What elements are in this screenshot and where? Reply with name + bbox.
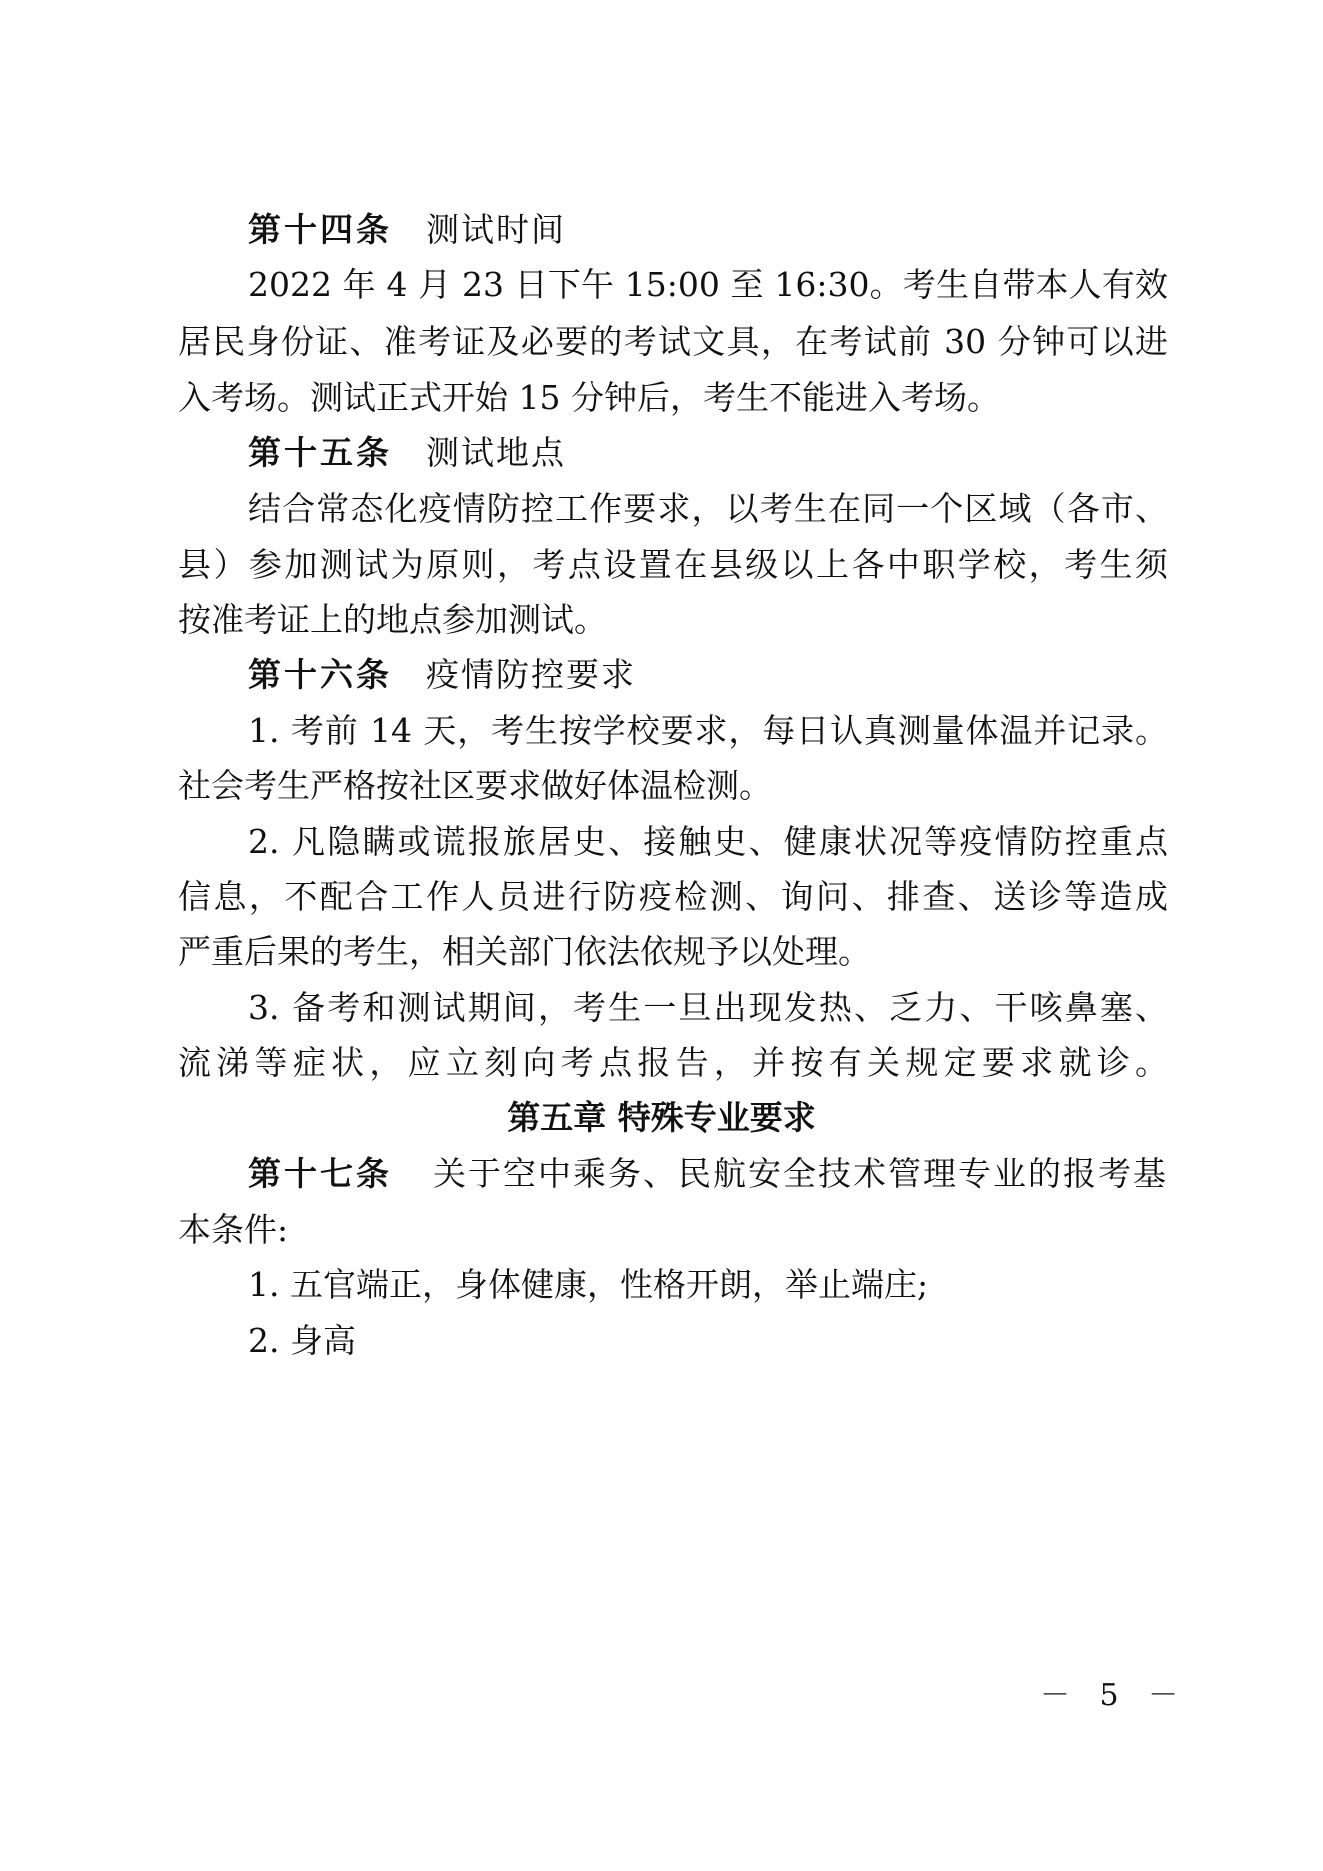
- article-14-line-1: 2022 年 4 月 23 日下午 15:00 至 16:30。考生自带本人有效: [248, 265, 1168, 304]
- article-14-number: 第十四条: [248, 210, 392, 249]
- page-number: － 5 －: [1040, 1678, 1189, 1713]
- article-15-line-2: 县）参加测试为原则，考点设置在县级以上各中职学校，考生须: [178, 545, 1168, 584]
- article-17-number: 第十七条: [248, 1154, 392, 1193]
- article-14-title: 测试时间: [426, 210, 566, 249]
- article-16-line-5: 严重后果的考生，相关部门依法依规予以处理。: [178, 932, 871, 971]
- article-17-line-3: 2. 身高: [248, 1321, 356, 1360]
- article-14-line-2: 居民身份证、准考证及必要的考试文具，在考试前 30 分钟可以进: [178, 322, 1168, 361]
- article-14-line-3: 入考场。测试正式开始 15 分钟后，考生不能进入考场。: [178, 378, 1000, 417]
- article-16-line-3: 2. 凡隐瞒或谎报旅居史、接触史、健康状况等疫情防控重点: [248, 822, 1168, 861]
- article-16-line-6: 3. 备考和测试期间，考生一旦出现发热、乏力、干咳鼻塞、: [248, 988, 1168, 1027]
- article-16-heading: [248, 655, 636, 695]
- article-17-line-2: 1. 五官端正，身体健康，性格开朗，举止端庄;: [248, 1265, 929, 1304]
- article-15-number: 第十五条: [248, 433, 392, 472]
- article-15-title: 测试地点: [426, 433, 566, 472]
- article-16-line-2: 社会考生严格按社区要求做好体温检测。: [178, 766, 772, 805]
- article-17-heading: [248, 1154, 1168, 1194]
- article-16-title: 疫情防控要求: [426, 655, 636, 694]
- chapter-5-heading: 第五章 特殊专业要求: [507, 1098, 816, 1137]
- article-14-heading: [248, 210, 566, 250]
- article-17-line-1: 本条件:: [178, 1210, 289, 1249]
- article-15-line-3: 按准考证上的地点参加测试。: [178, 600, 607, 639]
- article-16-line-7: 流涕等症状，应立刻向考点报告，并按有关规定要求就诊。: [178, 1043, 1168, 1082]
- article-16-number: 第十六条: [248, 655, 392, 694]
- article-17-title: 关于空中乘务、民航安全技术管理专业的报考基: [433, 1154, 1168, 1193]
- article-15-heading: [248, 433, 566, 473]
- article-16-line-4: 信息，不配合工作人员进行防疫检测、询问、排查、送诊等造成: [178, 877, 1168, 916]
- article-15-line-1: 结合常态化疫情防控工作要求，以考生在同一个区域（各市、: [248, 489, 1168, 528]
- article-16-line-1: 1. 考前 14 天，考生按学校要求，每日认真测量体温并记录。: [248, 711, 1168, 750]
